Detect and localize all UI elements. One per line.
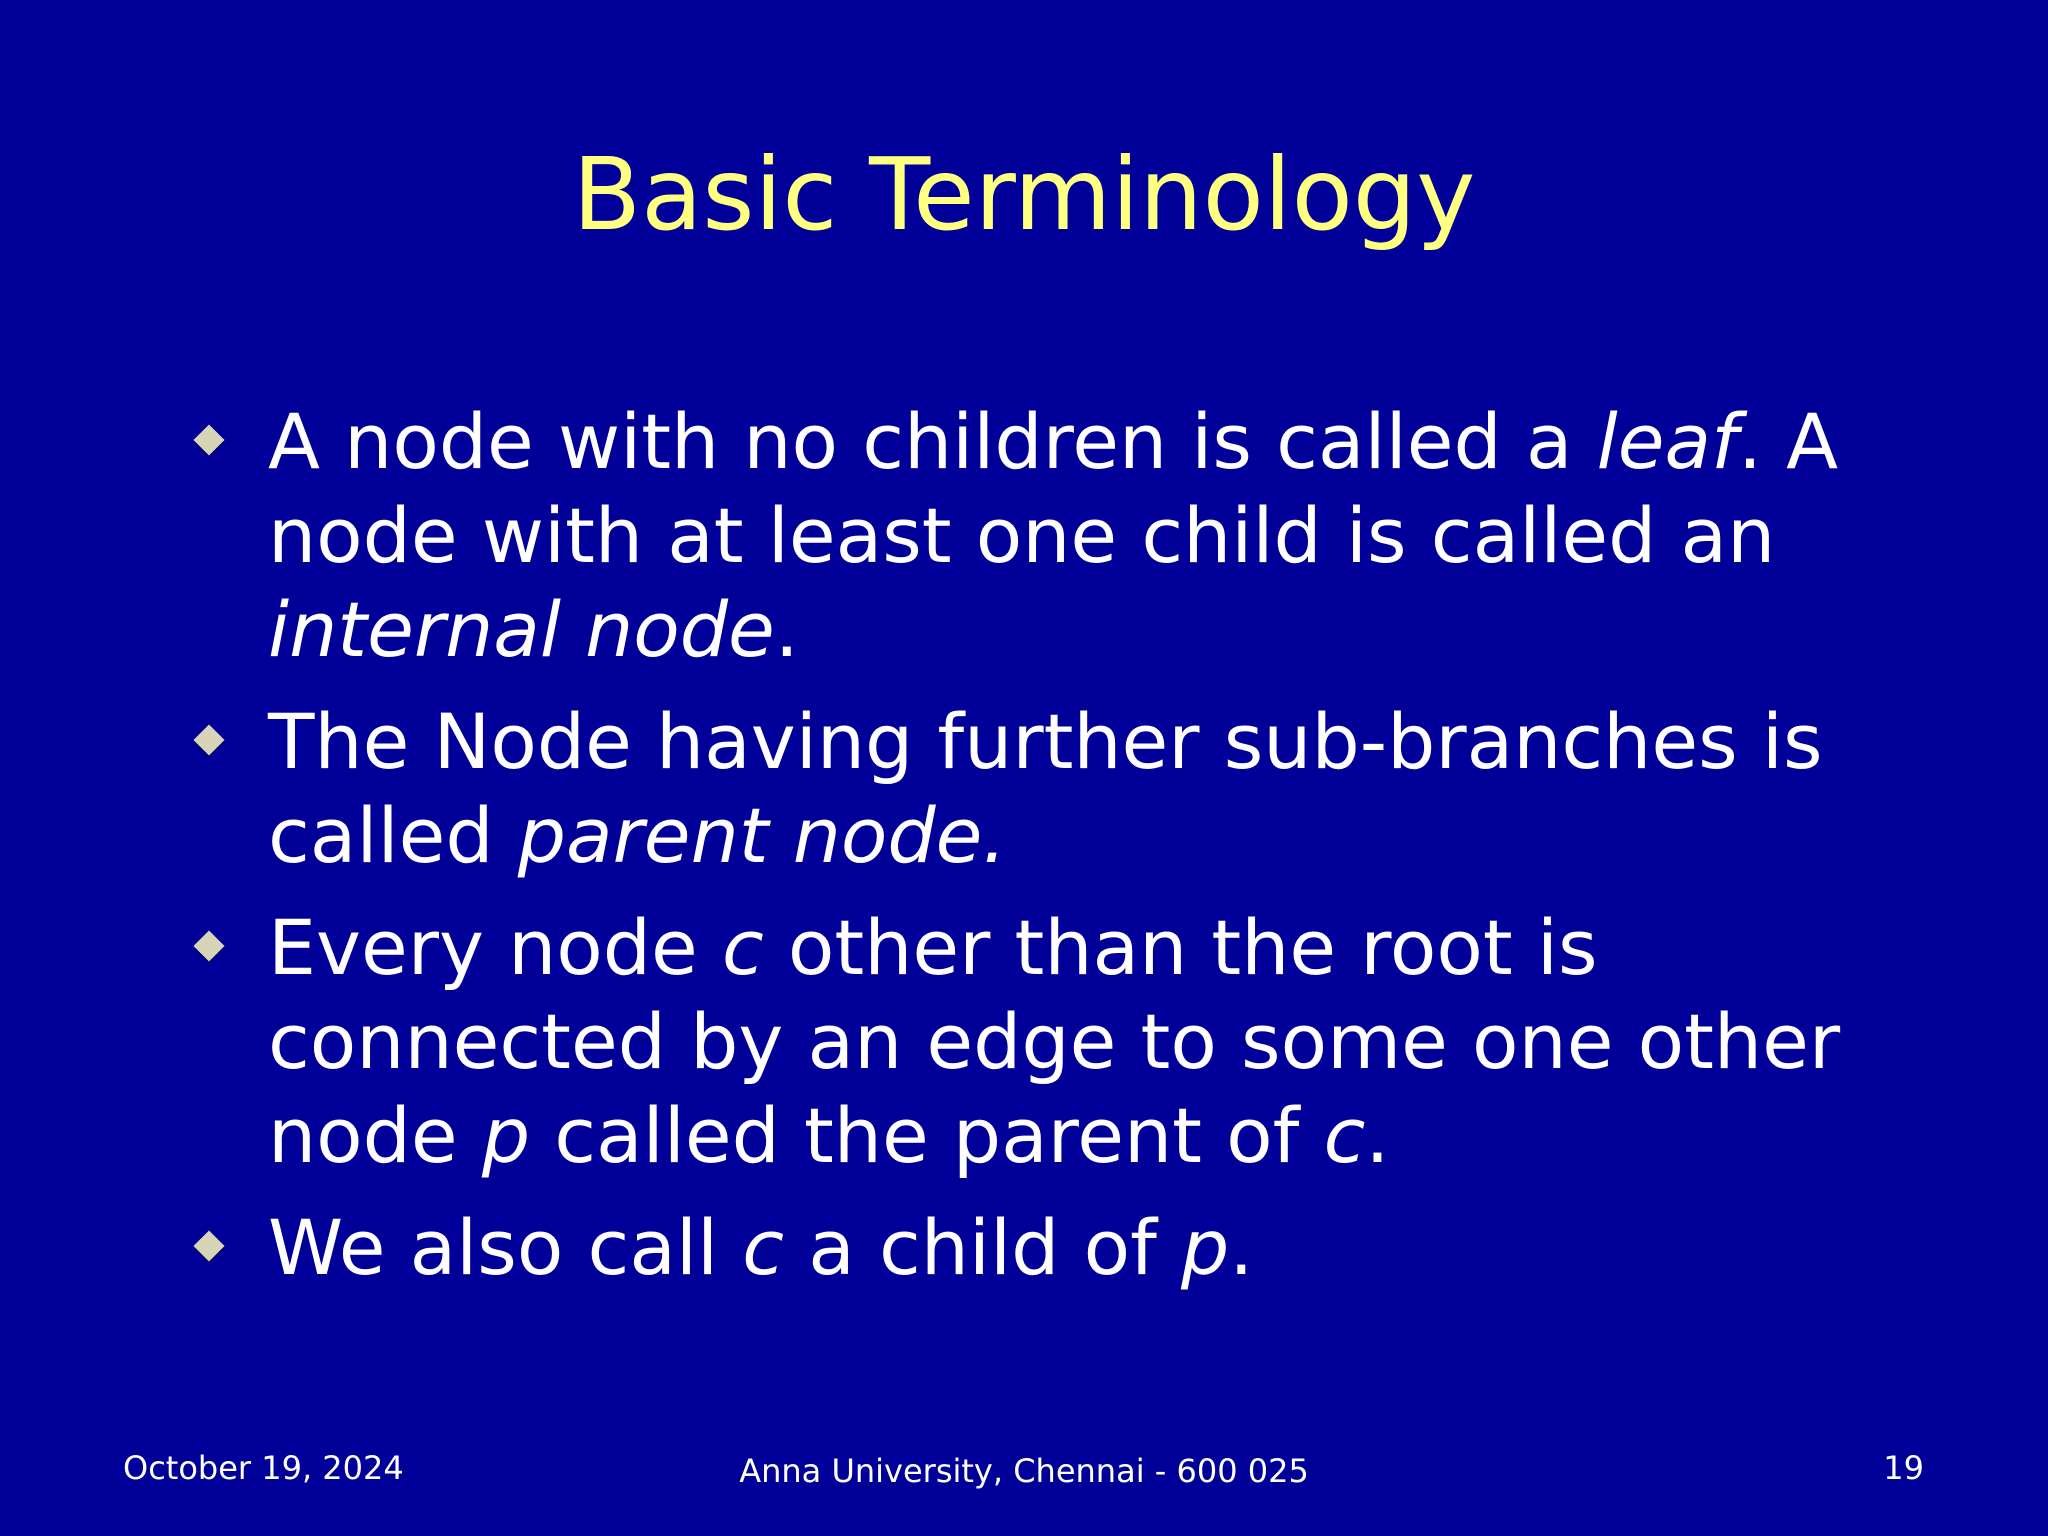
bullet-emphasis: p [481, 1091, 531, 1180]
diamond-bullet-icon [193, 930, 224, 961]
bullet-text: The Node having further sub-branches is called [268, 697, 1823, 880]
bullet-item [190, 901, 1890, 1183]
bullet-emphasis: parent node. [517, 791, 1007, 880]
bullet-item [190, 1201, 1890, 1295]
bullet-item [190, 695, 1890, 883]
bullet-list [190, 395, 1890, 1313]
bullet-emphasis: c [1323, 1091, 1366, 1180]
bullet-emphasis: internal node [268, 585, 775, 674]
bullet-text: A node with no children is called a [268, 397, 1597, 486]
bullet-text: a child of [784, 1203, 1181, 1292]
bullet-text: . [1365, 1091, 1390, 1180]
page-number: 19 [1883, 1449, 1924, 1487]
bullet-text: called the parent of [530, 1091, 1324, 1180]
bullet-item [190, 395, 1890, 677]
bullet-emphasis: p [1180, 1203, 1230, 1292]
diamond-bullet-icon [193, 424, 224, 455]
slide-title: Basic Terminology [572, 136, 1476, 253]
bullet-text: . [1229, 1203, 1254, 1292]
bullet-text: . [774, 585, 799, 674]
bullet-text: . A node with at least one child is called an [268, 397, 1839, 580]
footer-institution: Anna University, Chennai - 600 025 [739, 1452, 1309, 1490]
footer-date: October 19, 2024 [123, 1449, 404, 1487]
bullet-emphasis: c [721, 903, 764, 992]
bullet-text: We also call [268, 1203, 743, 1292]
bullet-text: other than the root is connected by an edge to some one other node [268, 903, 1841, 1180]
bullet-emphasis: c [742, 1203, 785, 1292]
bullet-emphasis: leaf [1596, 397, 1738, 486]
diamond-bullet-icon [193, 724, 224, 755]
diamond-bullet-icon [193, 1230, 224, 1261]
bullet-text: Every node [268, 903, 722, 992]
